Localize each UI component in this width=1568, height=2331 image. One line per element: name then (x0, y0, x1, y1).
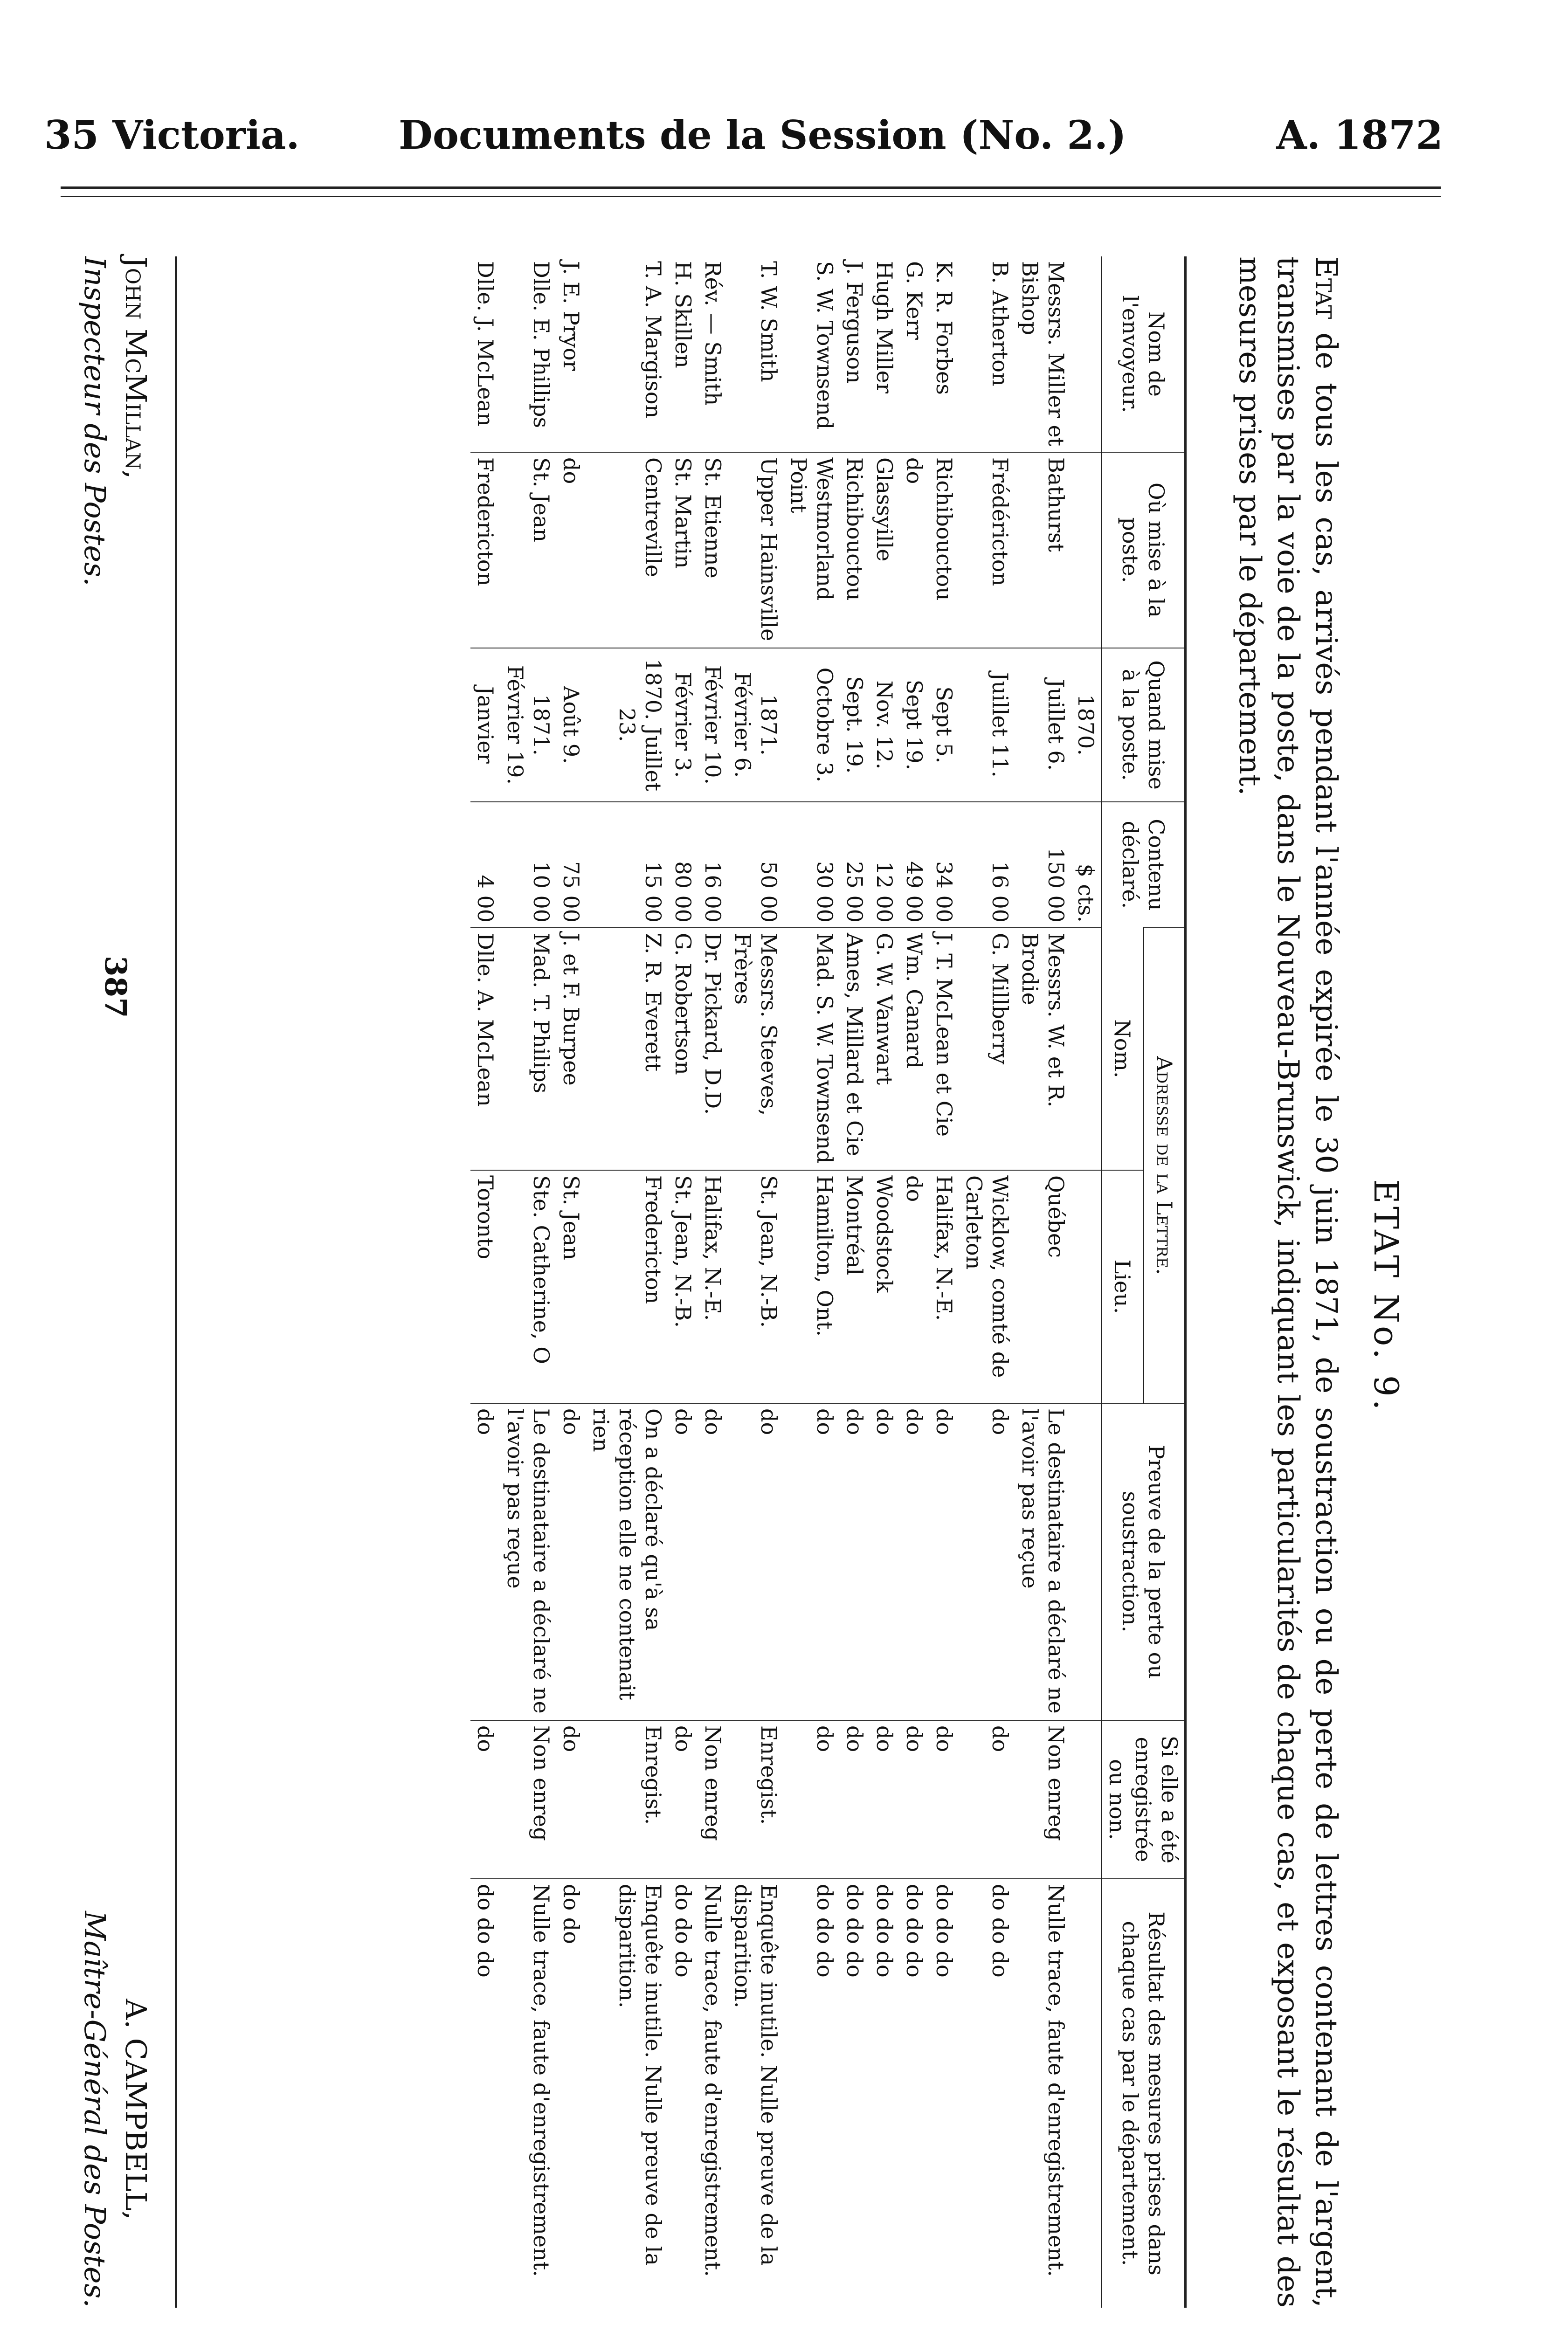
cell-sender: J. E. Pryor (559, 261, 584, 371)
cell-address-place: Halifax, N.-E. (929, 1170, 959, 1403)
cell-registered: Non enreg (698, 1720, 728, 1879)
cell-address-name: Dlle. A. McLean (470, 928, 500, 1170)
cell-address-name: Messrs. W. et R. Brodie (1015, 928, 1071, 1170)
page-number: 387 (98, 956, 133, 1018)
cell-posted-where: St. Etienne (698, 452, 728, 648)
cell-proof: On a déclaré qu'à sa réception elle ne contenait rien (586, 1403, 668, 1720)
ledger-table (470, 256, 1184, 2308)
cell-registered: Non enreg (1015, 1720, 1071, 1879)
cell-posted-where: Fredericton (470, 452, 500, 648)
cell-contents: 10 00 (500, 802, 556, 928)
cell-posted-where: do (556, 452, 586, 648)
table-row (899, 256, 929, 2308)
header-document-title: Documents de la Session (No. 2.) (399, 112, 1126, 158)
cell-sender: T. A. Margison (641, 261, 666, 419)
cell-posted-where: Bathurst (1015, 452, 1071, 648)
cell-sender: J. Ferguson (842, 261, 867, 384)
cell-proof: do (784, 1403, 840, 1720)
statement-intro (1230, 256, 1345, 2308)
table-row (840, 256, 870, 2308)
cell-sender: Messrs. Miller et Bishop (1017, 261, 1069, 447)
header-year: A. 1872 (1276, 112, 1443, 158)
cell-registered: Enregist. (728, 1720, 784, 1879)
cell-proof: do (899, 1403, 929, 1720)
header-sender: Nom de l'envoyeur. (1102, 256, 1185, 452)
header-address-group: Adresse de la Lettre. (1143, 928, 1184, 1403)
cell-sender: Hugh Miller (872, 261, 897, 393)
cell-contents: 80 00 (668, 802, 698, 928)
signature-name: John McMillan, (119, 256, 153, 479)
cell-proof: do (870, 1403, 899, 1720)
cell-sender: Rév. — Smith (700, 261, 725, 406)
cell-result: do do do (929, 1879, 959, 2308)
cell-contents: 16 00 (698, 802, 728, 928)
cell-address-name: J. et F. Burpee (556, 928, 586, 1170)
cell-posted-when: Février 3. (668, 648, 698, 802)
table-row (784, 256, 840, 2308)
cell-registered: do (784, 1720, 840, 1879)
cell-address-place: St. Jean, N.-B. (728, 1170, 784, 1403)
cell-proof: do (929, 1403, 959, 1720)
header-rule (61, 196, 1441, 197)
cell-proof: do (840, 1403, 870, 1720)
header-address-place: Lieu. (1102, 1170, 1144, 1403)
cell-result: do do (556, 1879, 586, 2308)
cell-proof: do (959, 1403, 1015, 1720)
cell-contents: 49 00 (899, 802, 929, 928)
cell-result: do do do (784, 1879, 840, 2308)
cell-address-name: G. W. Vanwart (870, 928, 899, 1170)
cell-posted-where: Richibouctou (929, 452, 959, 648)
cell-address-place: St. Jean (556, 1170, 586, 1403)
cell-registered: Enregist. (586, 1720, 668, 1879)
signature-title: Inspecteur des Postes. (78, 256, 112, 586)
cell-registered: do (470, 1720, 500, 1879)
cell-proof: do (698, 1403, 728, 1720)
cell-registered: do (959, 1720, 1015, 1879)
cell-address-place: Hamilton, Ont. (784, 1170, 840, 1403)
currency-year: 1870. (1071, 648, 1102, 802)
cell-contents: 30 00 (784, 802, 840, 928)
cell-address-name: G. Millberry (959, 928, 1015, 1170)
cell-sender: H. Skillen (670, 261, 696, 368)
header-registered: Si elle a été enregistrée ou non. (1102, 1720, 1185, 1879)
cell-registered: do (556, 1720, 586, 1879)
header-result: Résultat des mesures prises dans chaque cas par le département. (1102, 1879, 1185, 2308)
cell-posted-when: Février 10. (698, 648, 728, 802)
cell-contents: 25 00 (840, 802, 870, 928)
signature-postmaster (74, 1911, 156, 2308)
cell-registered: do (840, 1720, 870, 1879)
cell-address-name: J. T. McLean et Cie (929, 928, 959, 1170)
cell-posted-where: Upper Hainsville (728, 452, 784, 648)
table-row (698, 256, 728, 2308)
cell-posted-where: Centreville (586, 452, 668, 648)
cell-sender: B. Atherton (988, 261, 1013, 386)
cell-sender: Dlle. J. McLean (473, 261, 498, 427)
cell-address-place: Wicklow, comté de Carleton (959, 1170, 1015, 1403)
cell-result: Nulle trace, faute d'enregistrement. (698, 1879, 728, 2308)
cell-address-place: Ste. Catherine, O (500, 1170, 556, 1403)
cell-result: Nulle trace, faute d'enregistrement. (500, 1879, 556, 2308)
cell-address-name: Mad. S. W. Townsend (784, 928, 840, 1170)
cell-result: do do do (668, 1879, 698, 2308)
cell-proof: do (556, 1403, 586, 1720)
cell-posted-where: Glassyille (870, 452, 899, 648)
cell-posted-where: St. Martin (668, 452, 698, 648)
cell-address-place: Fredericton (586, 1170, 668, 1403)
cell-registered: do (929, 1720, 959, 1879)
cell-result: Nulle trace, faute d'enregistrement. (1015, 1879, 1071, 2308)
cell-result: Enquête inutile. Nulle preuve de la disparition. (728, 1879, 784, 2308)
cell-posted-when: Sept 5. (929, 648, 959, 802)
cell-posted-where: Westmorland Point (784, 452, 840, 648)
cell-address-name: G. Robertson (668, 928, 698, 1170)
cell-result: do do do (959, 1879, 1015, 2308)
cell-contents: 75 00 (556, 802, 586, 928)
cell-contents: 15 00 (586, 802, 668, 928)
cell-posted-when: Juillet 11. (959, 648, 1015, 802)
cell-address-name: Mad. T. Philips (500, 928, 556, 1170)
header-session: 35 Victoria. (44, 112, 300, 158)
cell-posted-where: St. Jean (500, 452, 556, 648)
intro-text: de tous les cas, arrivés pendant l'année expirée le 30 juin 1871, de soustraction ou de perte de lettres contenant de l'argent, transmises par la voie de la poste, dans le Nouveau-Brunswick, indiquant les particularités de chaque cas, et exposant le résultat des mesures prises par le département. (1232, 256, 1343, 2308)
table-row (500, 256, 556, 2308)
cell-result: do do do (840, 1879, 870, 2308)
cell-address-place: Woodstock (870, 1170, 899, 1403)
cell-address-name: Wm. Canard (899, 928, 929, 1170)
cell-sender: Dlle. E. Phillips (529, 261, 554, 428)
table-row (728, 256, 784, 2308)
cell-address-place: Toronto (470, 1170, 500, 1403)
cell-result: do do do (870, 1879, 899, 2308)
cell-posted-where: Richibouctou (840, 452, 870, 648)
cell-contents: 50 00 (728, 802, 784, 928)
cell-address-name: Ames, Millard et Cie (840, 928, 870, 1170)
cell-address-place: Halifax, N.-E. (698, 1170, 728, 1403)
cell-contents: 150 00 (1015, 802, 1071, 928)
cell-sender: K. R. Forbes (932, 261, 957, 395)
cell-sender: T. W. Smith (756, 261, 781, 382)
header-proof: Preuve de la perte ou soustraction. (1102, 1403, 1185, 1720)
cell-address-place: Montréal (840, 1170, 870, 1403)
header-contents: Contenu déclaré. (1102, 802, 1185, 928)
cell-sender: G. Kerr (902, 261, 927, 340)
table-row (556, 256, 586, 2308)
cell-posted-when: Nov. 12. (870, 648, 899, 802)
cell-posted-when: Octobre 3. (784, 648, 840, 802)
cell-address-name: Z. R. Everett (586, 928, 668, 1170)
table-row (1071, 256, 1102, 2308)
cell-result: do do do (899, 1879, 929, 2308)
cell-proof: do (470, 1403, 500, 1720)
header-rule (61, 186, 1441, 189)
cell-address-name: Dr. Pickard, D.D. (698, 928, 728, 1170)
cell-posted-when: Août 9. (556, 648, 586, 802)
cell-sender: S. W. Townsend (812, 261, 837, 430)
cell-registered: Non enreg (500, 1720, 556, 1879)
cell-posted-where: Frédéricton (959, 452, 1015, 648)
cell-contents: 4 00 (470, 802, 500, 928)
cell-contents: 12 00 (870, 802, 899, 928)
table-row (959, 256, 1015, 2308)
currency-unit: $ cts. (1071, 802, 1102, 928)
table-row (870, 256, 899, 2308)
cell-result: do do do (470, 1879, 500, 2308)
table-row (1015, 256, 1071, 2308)
cell-posted-when: 1871. Février 6. (728, 648, 784, 802)
cell-proof: Le destinataire a déclaré ne l'avoir pas reçue (1015, 1403, 1071, 1720)
page-header (44, 89, 1443, 159)
cell-result: Enquête inutile. Nulle preuve de la disparition. (586, 1879, 668, 2308)
cell-registered: do (870, 1720, 899, 1879)
header-posted-where: Où mise à la poste. (1102, 452, 1185, 648)
table-row (586, 256, 668, 2308)
signature-inspector (74, 256, 156, 586)
cell-registered: do (668, 1720, 698, 1879)
intro-lead: Etat (1309, 256, 1343, 319)
table-row (929, 256, 959, 2308)
cell-posted-when: Janvier (470, 648, 500, 802)
cell-address-place: Québec (1015, 1170, 1071, 1403)
cell-address-place: St. Jean, N.-B. (668, 1170, 698, 1403)
cell-proof: do (668, 1403, 698, 1720)
cell-proof: Le destinataire a déclaré ne l'avoir pas reçue (500, 1403, 556, 1720)
signature-title: Maître-Général des Postes. (78, 1911, 112, 2308)
cell-posted-when: Sept. 19. (840, 648, 870, 802)
rotated-sheet (72, 219, 1434, 2331)
statement-title: ETAT No. 9. (1367, 1179, 1406, 1413)
cell-posted-when: 1870. Juillet 23. (586, 648, 668, 802)
cell-contents: 34 00 (929, 802, 959, 928)
cell-address-name: Messrs. Steeves, Frères (728, 928, 784, 1170)
cell-registered: do (899, 1720, 929, 1879)
cell-posted-when: 1871. Février 19. (500, 648, 556, 802)
ledger-table-wrap (175, 256, 1187, 2308)
signature-name: A. CAMPBELL, (119, 1999, 153, 2220)
cell-contents: 16 00 (959, 802, 1015, 928)
table-row (470, 256, 500, 2308)
header-posted-when: Quand mise à la poste. (1102, 648, 1185, 802)
header-address-name: Nom. (1102, 928, 1144, 1170)
cell-posted-where: do (899, 452, 929, 648)
cell-posted-when: Sept 19. (899, 648, 929, 802)
cell-posted-when: Juillet 6. (1015, 648, 1071, 802)
cell-proof: do (728, 1403, 784, 1720)
table-row (668, 256, 698, 2308)
cell-address-place: do (899, 1170, 929, 1403)
